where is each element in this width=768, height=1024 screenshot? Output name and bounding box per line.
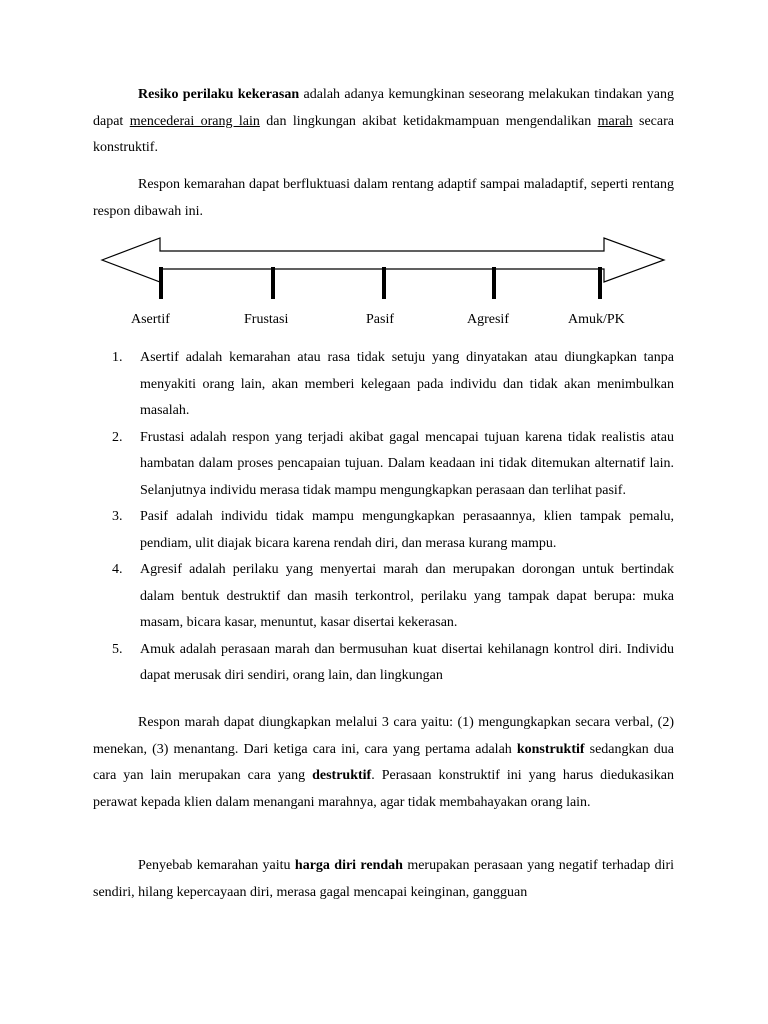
text-segment: adalah adanya kemungkinan seseorang melakukan tindakan yang dapat xyxy=(93,87,674,129)
text-segment: merupakan perasaan yang negatif terhadap diri sendiri, hilang kepercayaan diri, merasa gagal mencapai keinginan, gangguan xyxy=(93,858,675,900)
scale-label-agresif: Agresif xyxy=(467,312,509,327)
bold-term: destruktif xyxy=(312,768,372,783)
term-bold: Resiko perilaku kekerasan xyxy=(138,87,300,102)
tick-amuk xyxy=(598,267,602,299)
text-segment: Respon marah dapat diungkapkan melalui 3 cara yaitu: (1) mengungkapkan secara verbal, (2) menekan, (3) menantang. Dari ketiga cara ini, cara yang pertama adalah xyxy=(93,715,674,757)
text-segment: dan lingkungan akibat ketidakmampuan mengendalikan xyxy=(259,113,598,129)
bold-term: harga diri rendah xyxy=(294,858,403,873)
scale-label-asertif: Asertif xyxy=(131,312,170,327)
list-number: 1. xyxy=(112,350,123,365)
list-text: Pasif adalah individu tidak mampu mengungkapkan perasaannya, klien tampak pemalu, pendiam, ulit diajak bicara karena rendah diri, dan merasa kurang mampu. xyxy=(140,509,674,551)
definition-paragraph xyxy=(93,82,674,162)
response-list xyxy=(112,345,674,690)
list-text: Amuk adalah perasaan marah dan bermusuhan kuat disertai kehilanagn kontrol diri. Individu dapat merusak diri sendiri, orang lain, dan lingkungan xyxy=(140,641,674,683)
underlined-phrase: mencederai orang lain xyxy=(129,113,260,129)
list-text: Asertif adalah kemarahan atau rasa tidak setuju yang dinyatakan atau diungkapkan tanpa menyakiti orang lain, akan memberi kelegaan pada individu dan tidak akan menimbulkan masalah. xyxy=(140,350,674,418)
text-segment: sedangkan dua cara yan lain merupakan cara yang xyxy=(93,741,674,783)
tick-agresif xyxy=(492,267,496,299)
list-text: Frustasi adalah respon yang terjadi akibat gagal mencapai tujuan karena tidak realistis atau hambatan dalam proses pencapaian tujuan. Dalam keadaan ini tidak ditemukan alternatif lain. Selanjutnya individu merasa tidak mampu mengungkapkan perasaan dan terlihat pasif. xyxy=(140,429,674,498)
text-segment: . Perasaan konstruktif ini yang harus diedukasikan perawat kepada klien dalam menangani marahnya, agar tidak membahayakan orang lain. xyxy=(93,768,674,810)
underlined-word: marah xyxy=(597,113,633,129)
list-number: 3. xyxy=(112,509,123,524)
tick-pasif xyxy=(382,267,386,299)
list-item xyxy=(112,504,674,557)
response-range-diagram xyxy=(0,230,768,310)
list-number: 4. xyxy=(112,562,123,577)
text-segment: Penyebab kemarahan yaitu xyxy=(138,858,295,873)
scale-label-amuk: Amuk/PK xyxy=(568,312,625,327)
bold-term: konstruktif xyxy=(516,741,585,757)
list-item xyxy=(112,557,674,637)
tick-asertif xyxy=(159,267,163,299)
tick-frustasi xyxy=(271,267,275,299)
text-segment: secara konstruktif. xyxy=(93,113,674,155)
scale-label-pasif: Pasif xyxy=(366,312,394,327)
scale-label-frustasi: Frustasi xyxy=(244,312,289,327)
list-number: 5. xyxy=(112,641,123,657)
intro-paragraph: Respon kemarahan dapat berfluktuasi dalam rentang adaptif sampai maladaptif, seperti rentang respon dibawah ini. xyxy=(93,177,674,219)
list-text: Agresif adalah perilaku yang menyertai marah dan merupakan dorongan untuk bertindak dalam bentuk destruktif dan masih terkontrol, perilaku yang tampak dapat berupa: muka masam, bicara kasar, menuntut, kasar disertai kekerasan. xyxy=(140,562,674,630)
list-number: 2. xyxy=(112,429,123,445)
cause-paragraph xyxy=(93,853,674,906)
expression-paragraph xyxy=(93,710,674,816)
list-item xyxy=(112,345,674,425)
list-item xyxy=(112,425,674,505)
list-item xyxy=(112,637,674,690)
